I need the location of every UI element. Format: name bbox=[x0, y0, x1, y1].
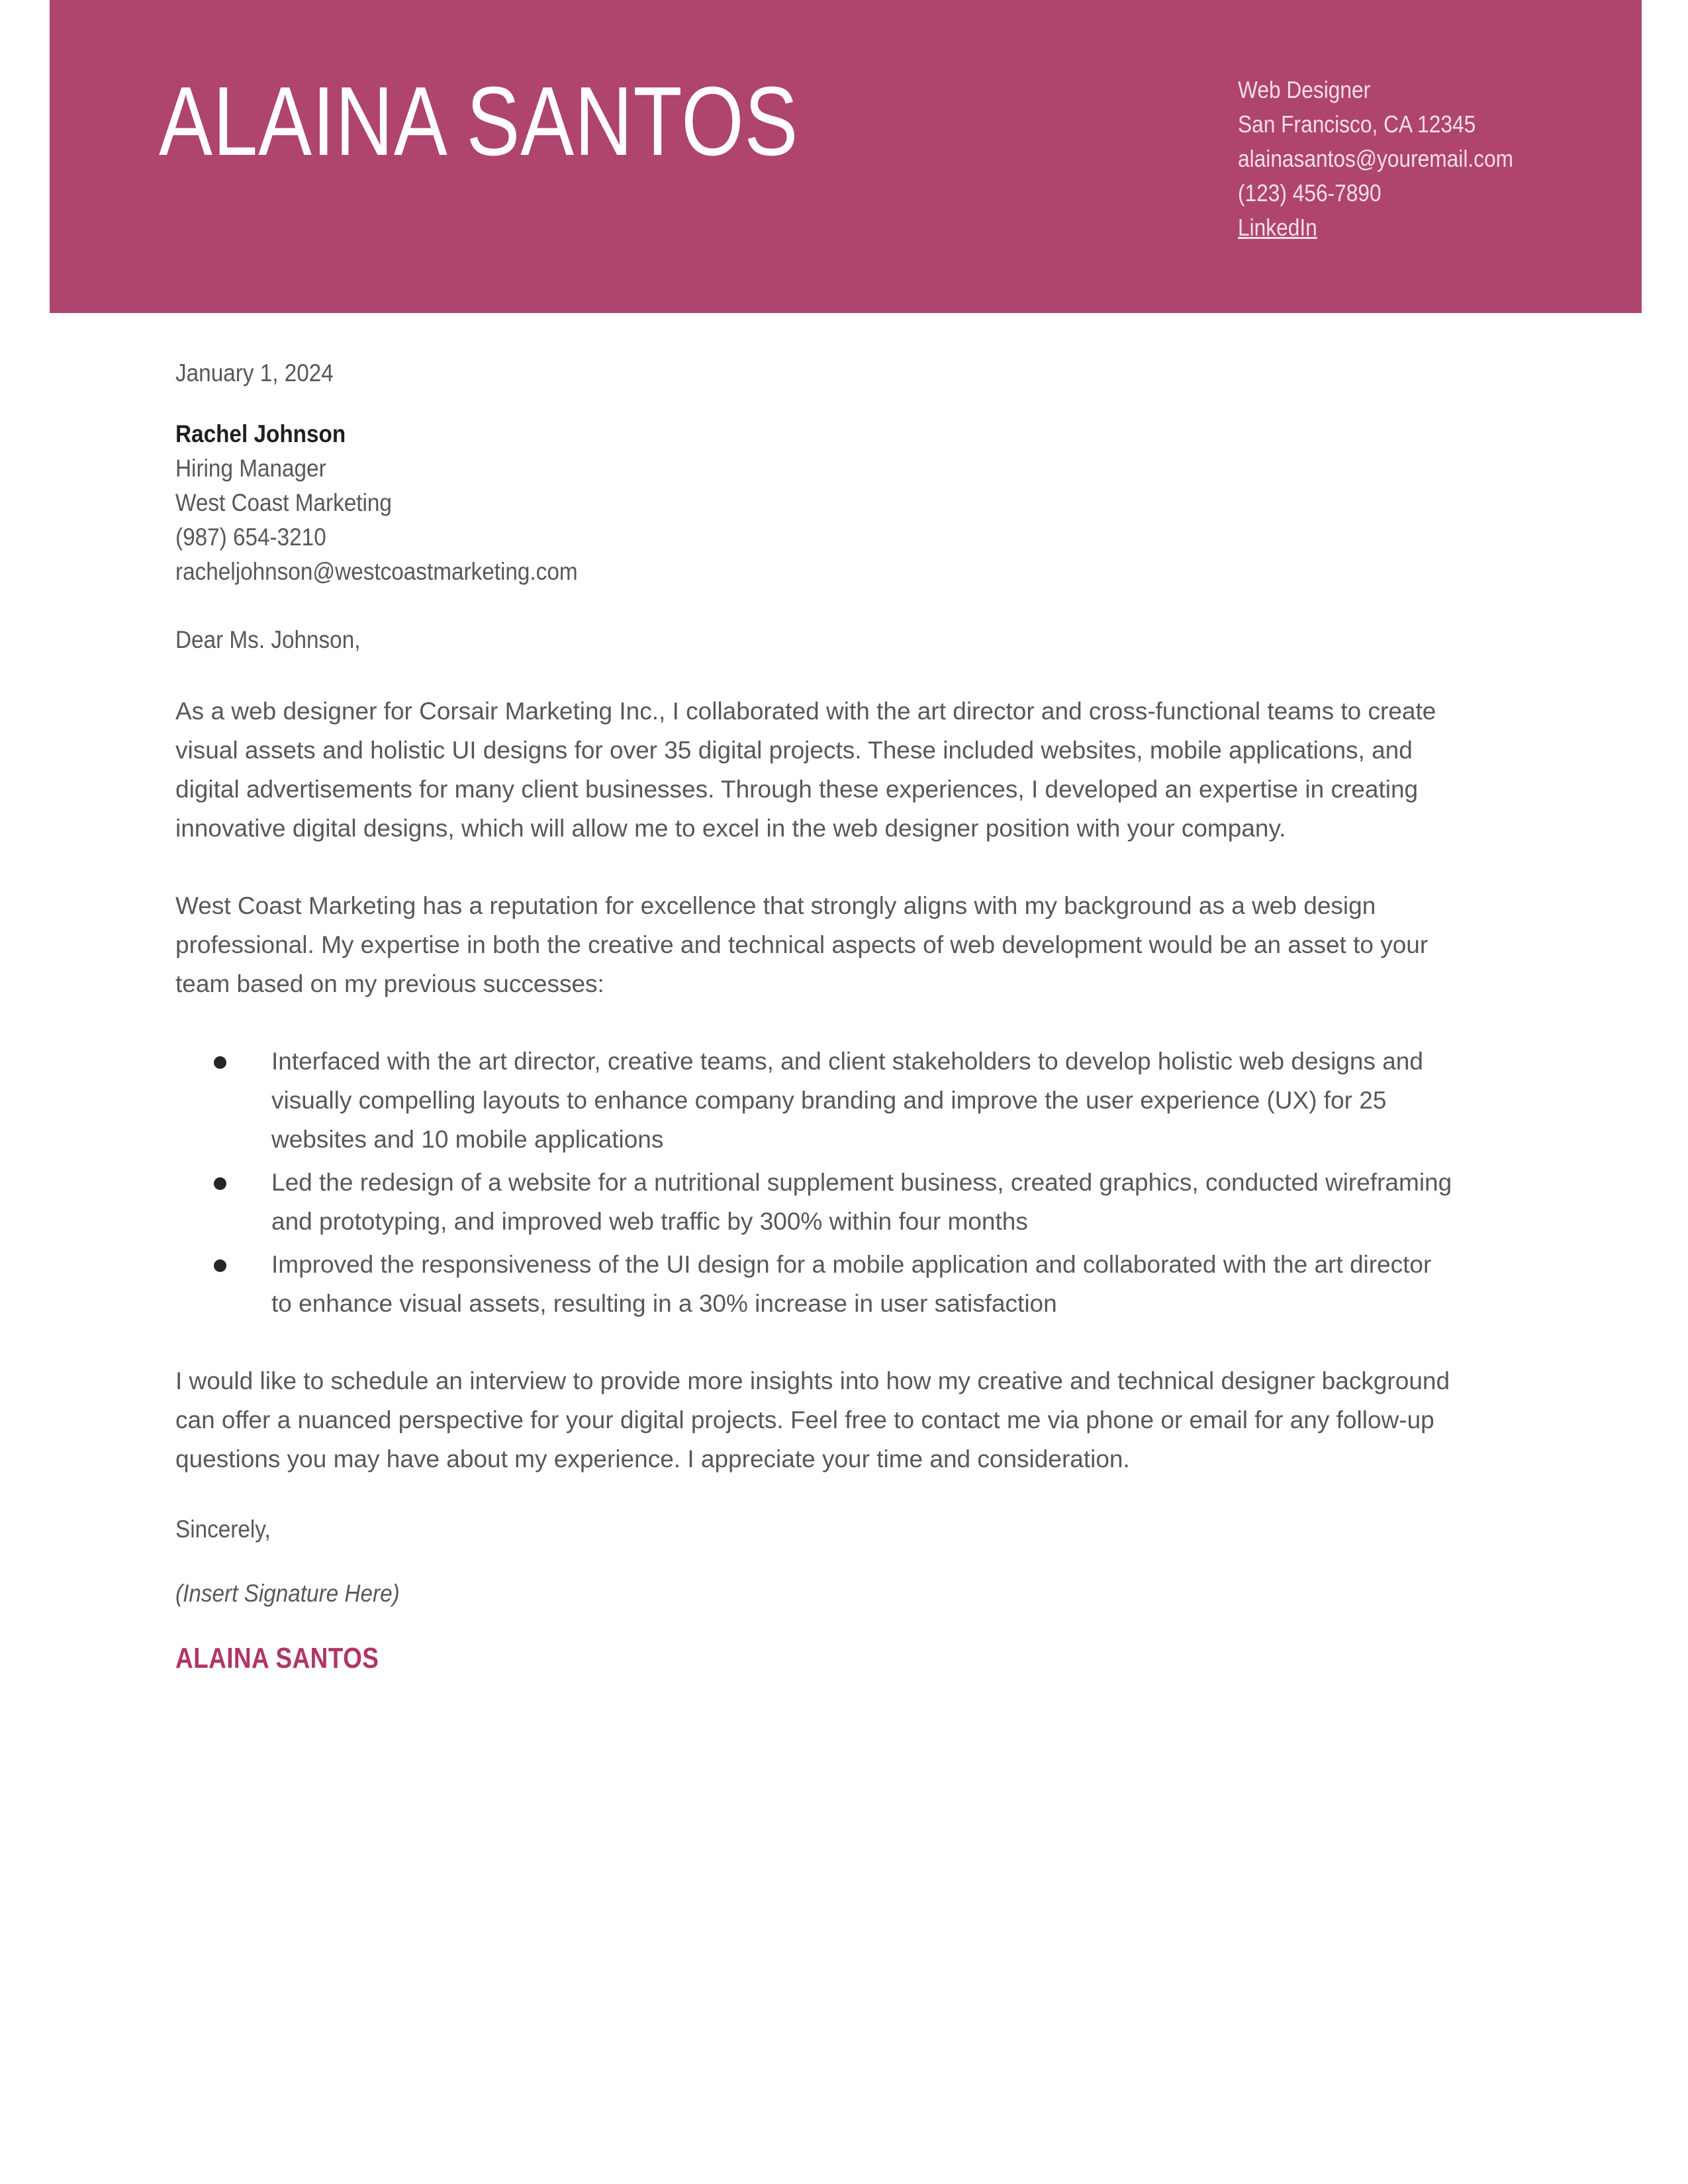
contact-linkedin-link[interactable]: LinkedIn bbox=[1238, 214, 1317, 241]
list-item-text: Improved the responsiveness of the UI design for a mobile application and collaborated with the art director to enhance visual assets, resulting in a 30% increase in user satisfaction bbox=[271, 1251, 1432, 1317]
closing-salutation: Sincerely, bbox=[175, 1516, 271, 1543]
header-contact-block bbox=[1238, 73, 1513, 245]
recipient-name: Rachel Johnson bbox=[175, 420, 346, 447]
achievement-list bbox=[175, 1042, 1453, 1323]
list-item-text: Led the redesign of a website for a nutritional supplement business, created graphics, conducted wireframing and prototyping, and improved web traffic by 300% within four months bbox=[271, 1169, 1452, 1235]
recipient-email: racheljohnson@westcoastmarketing.com bbox=[175, 558, 578, 585]
recipient-company: West Coast Marketing bbox=[175, 489, 392, 516]
letter-date: January 1, 2024 bbox=[175, 359, 334, 387]
list-item bbox=[175, 1245, 1453, 1323]
recipient-phone: (987) 654-3210 bbox=[175, 523, 326, 551]
list-item bbox=[175, 1042, 1453, 1159]
list-item bbox=[175, 1163, 1453, 1241]
signature-placeholder: (Insert Signature Here) bbox=[175, 1580, 400, 1607]
recipient-block bbox=[175, 417, 1325, 589]
contact-location: San Francisco, CA 12345 bbox=[1238, 111, 1476, 138]
contact-email: alainasantos@youremail.com bbox=[1238, 145, 1514, 172]
contact-phone: (123) 456-7890 bbox=[1238, 179, 1382, 206]
contact-job-title: Web Designer bbox=[1238, 76, 1371, 103]
bullet-dot-icon bbox=[214, 1177, 226, 1190]
recipient-title: Hiring Manager bbox=[175, 455, 326, 482]
body-paragraph-3: I would like to schedule an interview to provide more insights into how my creative and technical designer background can offer a nuanced perspective for your digital projects. Feel free to contact me via phone or email for any follow-up questions you may have about my experience. I appreciate your time and consideration. bbox=[175, 1367, 1450, 1473]
salutation: Dear Ms. Johnson, bbox=[175, 626, 361, 653]
header-band bbox=[50, 0, 1642, 313]
body-paragraph-1: As a web designer for Corsair Marketing Inc., I collaborated with the art director and cross-functional teams to create visual assets and holistic UI designs for over 35 digital projects. These included websites, mobile applications, and digital advertisements for many client businesses. Through these experiences, I developed an expertise in creating innovative digital designs, which will allow me to excel in the web designer position with your company. bbox=[175, 698, 1436, 842]
body-paragraph-2: West Coast Marketing has a reputation for excellence that strongly aligns with my background as a web design professional. My expertise in both the creative and technical aspects of web development would be an asset to your team based on my previous successes: bbox=[175, 892, 1429, 997]
signature-name: ALAINA SANTOS bbox=[175, 1642, 379, 1674]
letter-body bbox=[175, 361, 1453, 1673]
bullet-dot-icon bbox=[214, 1056, 226, 1069]
bullet-dot-icon bbox=[214, 1259, 226, 1272]
applicant-name-heading: ALAINA SANTOS bbox=[159, 67, 799, 176]
list-item-text: Interfaced with the art director, creative teams, and client stakeholders to develop holistic web designs and visually compelling layouts to enhance company branding and improve the user experience (UX) for 25 websites and 10 mobile applications bbox=[271, 1048, 1423, 1153]
